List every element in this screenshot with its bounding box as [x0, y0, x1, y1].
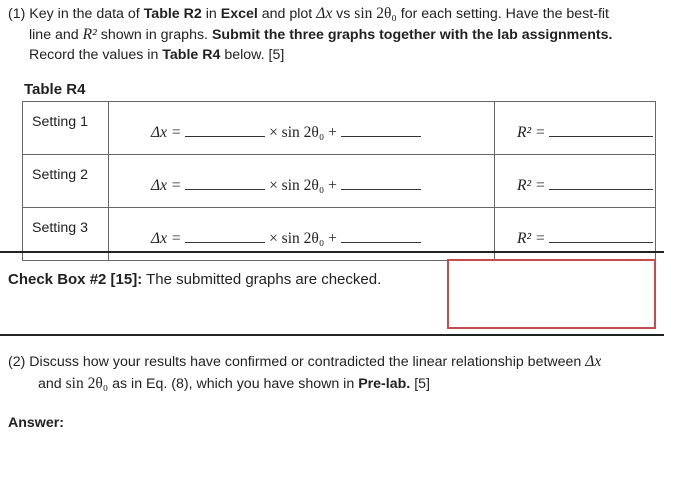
table-row: [23, 208, 656, 261]
math-delta-x: Δx: [585, 353, 602, 370]
text: Discuss how your results have confirmed or contradicted the linear relationship between: [29, 354, 582, 370]
text: below. [5]: [224, 47, 285, 63]
text: as in Eq. (8), which you have shown in: [112, 376, 355, 392]
r-squared-blank[interactable]: [549, 230, 653, 243]
question-1-line-1: [8, 4, 692, 25]
equation-cell: [109, 102, 495, 155]
table-r4: [22, 101, 656, 261]
equation-mid: × sin 2θ₀ +: [269, 124, 337, 141]
check-box[interactable]: [447, 259, 656, 329]
intercept-blank[interactable]: [341, 230, 421, 243]
intercept-blank[interactable]: [341, 124, 421, 137]
table-row: [23, 155, 656, 208]
table-row: [23, 102, 656, 155]
r-squared-label: R² =: [517, 230, 546, 247]
divider-top: [0, 251, 664, 253]
bold-text: Pre-lab.: [358, 376, 411, 392]
check-box-label: Check Box #2 [15]:: [8, 271, 143, 288]
math-delta-x: Δx: [316, 5, 333, 22]
text: line and: [29, 26, 79, 43]
math-r-squared: R²: [82, 25, 97, 43]
r-squared-cell: [495, 208, 656, 261]
slope-blank[interactable]: [185, 230, 265, 243]
bold-text: Submit the three graphs together with the lab assignments.: [211, 26, 613, 43]
check-box-text: The submitted graphs are checked.: [146, 271, 382, 288]
check-box-row: [8, 271, 381, 288]
bold-text: Excel: [220, 6, 258, 22]
text: vs: [336, 6, 351, 22]
math-sin-2theta: sin 2θ₀: [65, 375, 109, 392]
question-2-line-2: [8, 373, 694, 395]
r-squared-cell: [495, 155, 656, 208]
question-1-line-3: [8, 45, 692, 66]
slope-blank[interactable]: [185, 124, 265, 137]
equation-lhs: Δx =: [151, 177, 182, 194]
text: and: [38, 376, 62, 392]
r-squared-cell: [495, 102, 656, 155]
text: Key in the data of: [29, 6, 140, 22]
equation-cell: [109, 208, 495, 261]
text: [5]: [414, 376, 430, 392]
equation-mid: × sin 2θ₀ +: [269, 177, 337, 194]
setting-label: Setting 2: [23, 155, 109, 208]
bold-text: Table R2: [143, 6, 202, 22]
text: Record the values in: [29, 47, 159, 63]
text: for each setting. Have the best-fit: [400, 6, 609, 22]
slope-blank[interactable]: [185, 177, 265, 190]
question-1: [8, 4, 692, 66]
math-sin-2theta: sin 2θ₀: [354, 5, 397, 22]
question-number: (2): [8, 354, 26, 370]
intercept-blank[interactable]: [341, 177, 421, 190]
r-squared-label: R² =: [517, 177, 546, 194]
question-number: (1): [8, 6, 26, 22]
r-squared-blank[interactable]: [549, 124, 653, 137]
equation-lhs: Δx =: [151, 230, 182, 247]
equation-mid: × sin 2θ₀ +: [269, 230, 337, 247]
r-squared-blank[interactable]: [549, 177, 653, 190]
setting-label: Setting 1: [23, 102, 109, 155]
text: shown in graphs.: [100, 26, 208, 43]
equation-cell: [109, 155, 495, 208]
question-2-line-1: [8, 354, 601, 370]
r-squared-label: R² =: [517, 124, 546, 141]
question-1-line-2: [8, 25, 692, 46]
equation-lhs: Δx =: [151, 124, 182, 141]
question-2: [8, 351, 694, 395]
text: in: [205, 6, 217, 22]
setting-label: Setting 3: [23, 208, 109, 261]
divider-bottom: [0, 334, 664, 336]
bold-text: Table R4: [162, 47, 221, 63]
text: and plot: [261, 6, 313, 22]
table-title: Table R4: [24, 81, 86, 98]
answer-label: Answer:: [8, 415, 64, 431]
